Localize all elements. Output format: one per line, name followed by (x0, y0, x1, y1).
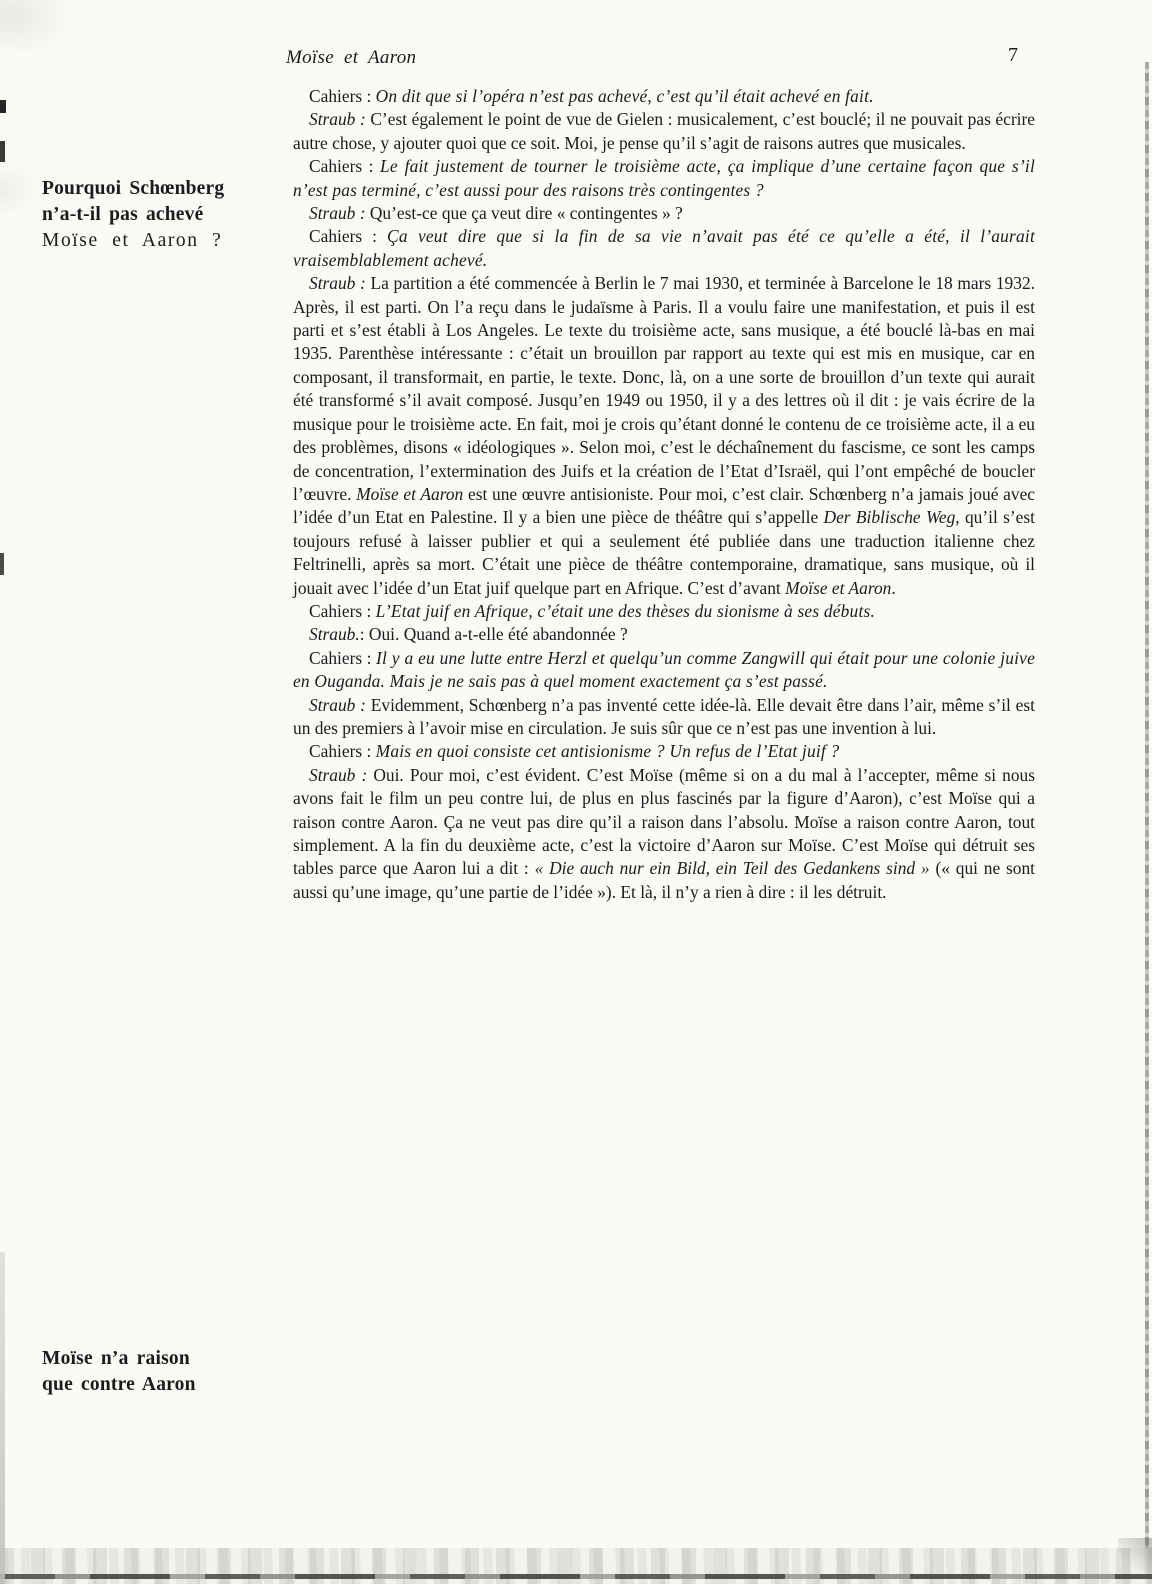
text-segment: Qu’est-ce que ça veut dire « contingentes » ? (369, 203, 683, 224)
margin-note-why-schoenberg-unfinished (42, 176, 272, 254)
text-segment: On dit que si l’opéra n’est pas achevé, c’est qu’il était achevé en fait. (375, 86, 874, 106)
dialogue-paragraph-straub (293, 272, 1035, 600)
dialogue-paragraph-cahiers (293, 647, 1035, 694)
text-segment: Cahiers : (309, 600, 376, 621)
text-segment: Straub. (309, 624, 360, 645)
dialogue-paragraph-straub (293, 202, 1035, 225)
margin-note-line: Moïse n’a raison (42, 1348, 190, 1369)
scan-artifact-left-speck (0, 100, 6, 113)
text-segment: Cahiers : (309, 741, 376, 762)
page-header-title: Moïse et Aaron (286, 47, 417, 68)
dialogue-paragraph-cahiers (293, 85, 1035, 108)
text-segment: « Die auch nur ein Bild, ein Teil des Gedankens sind » (534, 858, 930, 879)
dialogue-paragraph-cahiers (293, 155, 1035, 202)
scan-artifact-left-edge-strip (0, 1252, 5, 1584)
text-segment: Cahiers : (309, 156, 381, 177)
margin-note-line: n’a-t-il pas achevé (42, 204, 204, 225)
text-segment: Moïse et Aaron (356, 483, 464, 504)
text-segment: (« qui ne sont aussi qu’une image, qu’une partie de l’idée »). Et là, il n’y a rien à dire : il les détruit. (293, 858, 1035, 902)
dialogue-paragraph-cahiers (293, 600, 1035, 623)
text-segment: C’est également le point de vue de Gielen : musicalement, c’est bouclé; il ne pouvait pas écrire autre chose, y ajouter quoi que ce soit. Moi, je pense qu’il s’agit de raisons autres que musicales. (293, 109, 1036, 153)
text-segment: Cahiers : (309, 86, 376, 106)
text-segment: L’Etat juif en Afrique, c’était une des thèses du sionisme à ses débuts. (375, 600, 875, 621)
text-segment: . (891, 577, 896, 598)
text-segment: Cahiers : (309, 647, 377, 668)
text-segment: Straub : (309, 273, 371, 294)
text-segment: , qu’il s’est toujours refusé à laisser publier et qui a seulement été publiée dans une traduction italienne chez Feltrinelli, après sa mort. C’était une pièce de théâtre contemporaine, dramatique, sans musique, où il jouait avec l’idée d’un Etat juif quelque part en Afrique. C’est d’avant (293, 507, 1036, 598)
dialogue-paragraph-cahiers (293, 225, 1035, 272)
margin-note-moses-right-against-aaron (42, 1346, 272, 1398)
text-segment: Evidemment, Schœnberg n’a pas inventé cette idée-là. Elle devait être dans l’air, même s’il est un des premiers à l’avoir mise en circulation. Je suis sûr que ce n’est pas une invention à lui. (293, 694, 1035, 738)
dialogue-paragraph-straub (293, 764, 1035, 904)
dialogue-paragraph-cahiers (293, 740, 1035, 763)
text-segment: Il y a eu une lutte entre Herzl et quelqu’un comme Zangwill qui était pour une colonie juive en Ouganda. Mais je ne sais pas à quel moment exactement ça s’est passé. (293, 647, 1035, 692)
text-segment: Mais en quoi consiste cet antisionisme ? Un refus de l’Etat juif ? (375, 741, 840, 762)
scan-artifact-corner-smudge (1118, 1538, 1152, 1584)
text-segment: Straub : (309, 764, 374, 785)
scan-artifact-bottom-dark-line (0, 1574, 1152, 1579)
page-number: 7 (1008, 44, 1018, 66)
margin-note-line: que contre Aaron (42, 1374, 196, 1395)
text-segment: Straub : (309, 203, 370, 224)
text-segment: Straub : (309, 694, 371, 715)
text-segment: Oui. Pour moi, c’est évident. C’est Moïse (même si on a du mal à l’accepter, même si nous avons fait le film un peu contre lui, de plus en plus fascinés par la figure d’Aaron), c’est Moïse qui a raison contre Aaron. Ça ne veut pas dire qu’il a raison dans l’absolu. Moïse a raison contre Aaron, tout simplement. A la fin du deuxième acte, c’est la victoire d’Aaron sur Moïse. C’est Moïse qui détruit ses tables parce que Aaron lui a dit : (293, 764, 1035, 879)
text-segment: Cahiers : (309, 226, 388, 247)
dialogue-paragraph-straub (293, 694, 1035, 741)
scan-artifact-left-speck (0, 141, 5, 162)
dialogue-column (293, 85, 1035, 904)
text-segment: La partition a été commencée à Berlin le 7 mai 1930, et terminée à Barcelone le 18 mars 1932. Après, il est parti. On l’a reçu dans le judaïsme à Paris. Il a voulu faire une manifestation, et puis il est parti et s’est établi à Los Angeles. Le texte du troisième acte, sans musique, a été bouclé là-bas en mai 1935. Parenthèse intéressante : c’était un brouillon par rapport au texte qui est mis en musique, car en composant, il transformait, en partie, le texte. Donc, là, on a une sorte de brouillon d’un texte qui aurait été transformé s’il avait composé. Jusqu’en 1949 ou 1950, il y a des lettres où il dit : je vais écrire de la musique pour le troisième acte. En fait, moi je crois qu’étant donné le contenu de ce troisième acte, il a eu des problèmes, disons « idéologiques ». Selon moi, c’est le déchaînement du fascisme, ce sont les camps de concentration, l’extermination des Juifs et la création de l’Etat d’Israël, qui l’ont empêché de boucler l’œuvre. (293, 273, 1035, 504)
text-segment: est une œuvre antisioniste. Pour moi, c’est clair. Schœnberg n’a jamais joué avec l’idée d’un Etat en Palestine. Il y a bien une pièce de théâtre qui s’appelle (293, 483, 1036, 528)
margin-note-line: Pourquoi Schœnberg (42, 178, 225, 199)
text-segment: Straub : (309, 109, 371, 130)
scan-artifact-right-edge-line (1145, 62, 1149, 1584)
dialogue-paragraph-straub (293, 623, 1035, 646)
text-segment: Moïse et Aaron (785, 577, 892, 598)
margin-note-line: Moïse et Aaron ? (42, 230, 223, 251)
text-segment: Ça veut dire que si la fin de sa vie n’avait pas été ce qu’elle a été, il l’aurait vraisemblablement achevé. (293, 226, 1035, 270)
text-segment: Der Biblische Weg (823, 507, 956, 528)
scan-artifact-left-speck (0, 553, 4, 575)
dialogue-paragraph-straub (293, 108, 1035, 155)
text-segment: Le fait justement de tourner le troisième acte, ça implique d’une certaine façon que s’il n’est pas terminé, c’est aussi pour des raisons très contingentes ? (293, 156, 1035, 200)
text-segment: : Oui. Quand a-t-elle été abandonnée ? (359, 624, 628, 645)
